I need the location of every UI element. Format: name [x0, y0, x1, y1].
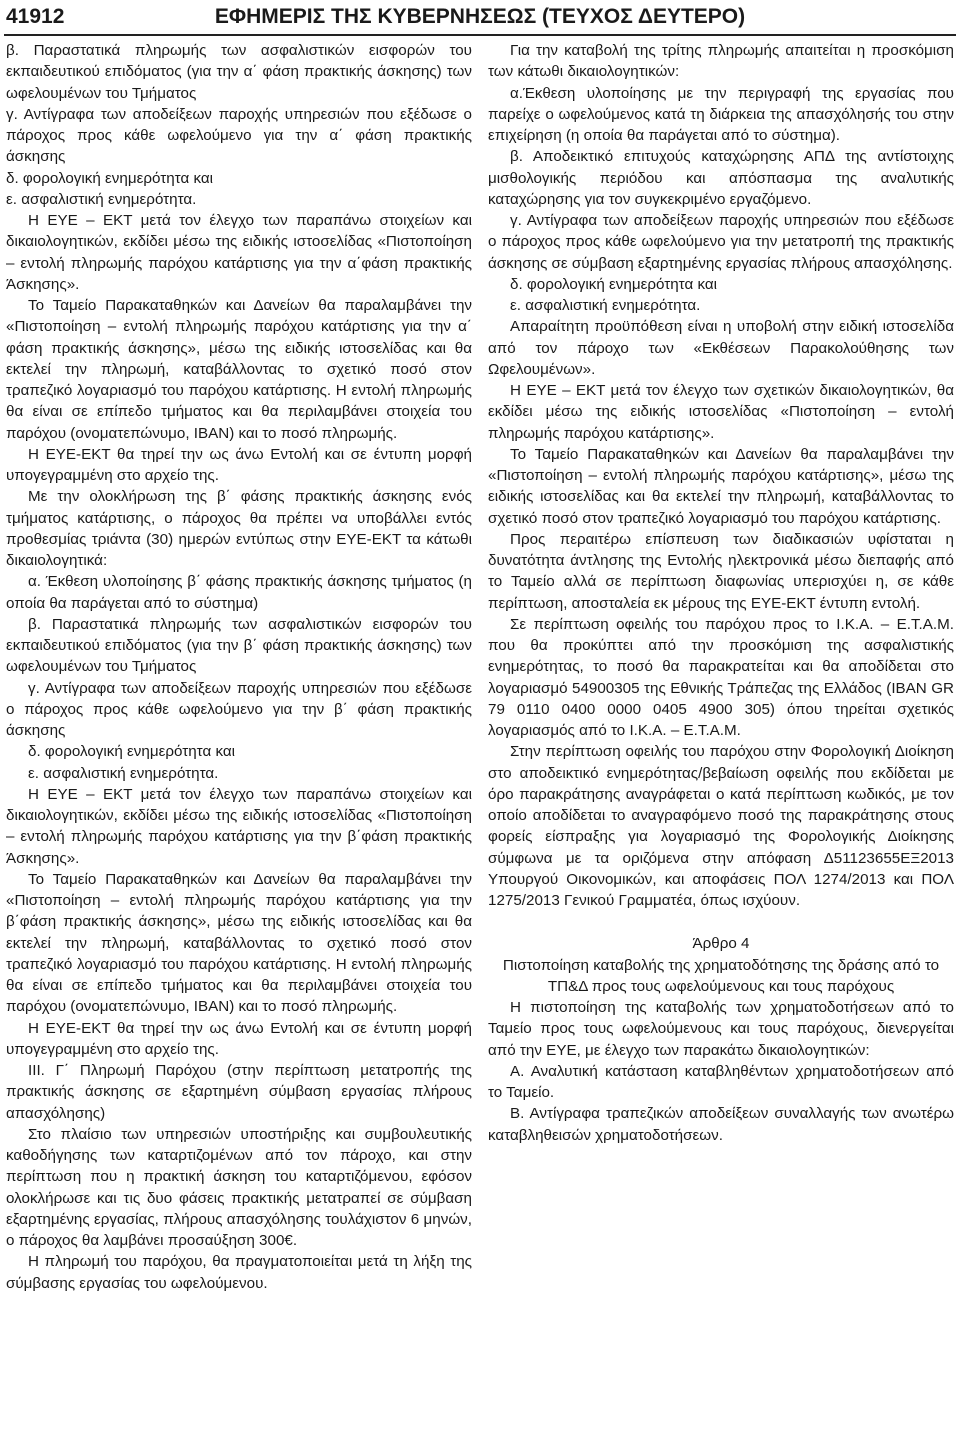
- paragraph: Το Ταμείο Παρακαταθηκών και Δανείων θα παραλαμβάνει την «Πιστοποίηση – εντολή πληρωμής παρόχου κατάρτισης για την α΄ φάση πρακτικής άσκησης», μέσω της ειδικής ιστοσελίδας και θα εκτελεί την πληρωμή, καταβάλλοντας το σχετικό ποσό στον τραπεζικό λογαριασμό του παρόχου κατάρτισης. Η εντολή πληρωμής θα είναι σε επίπεδο τμήματος και θα περιλαμβάνει στοιχεία του παρόχου (ονοματεπώνυμο, IBAN) και το ποσό πληρωμής.: [6, 297, 472, 442]
- paragraph: Η ΕΥΕ – ΕΚΤ μετά τον έλεγχο των παραπάνω στοιχείων και δικαιολογητικών, εκδίδει μέσω της ειδικής ιστοσελίδας «Πιστοποίηση – εντολή πληρωμής παρόχου κατάρτισης για την α΄φάση πρακτικής Άσκησης».: [6, 212, 472, 293]
- paragraph: Α. Αναλυτική κατάσταση καταβληθέντων χρηματοδοτήσεων από το Ταμείο.: [488, 1062, 954, 1101]
- paragraph: β. Αποδεικτικό επιτυχούς καταχώρησης ΑΠΔ της αντίστοιχης μισθολογικής περιόδου και απόσπασμα της αναλυτικής καταχώρησης για τον συγκεκριμένο εργαζόμενο.: [488, 148, 954, 208]
- article-heading: Άρθρο 4: [692, 935, 750, 953]
- paragraph: γ. Αντίγραφα των αποδείξεων παροχής υπηρεσιών που εξέδωσε ο πάροχος προς κάθε ωφελούμενο για την μετατροπή της πρακτικής άσκησης σε σύμβαση εξαρτημένης εργασίας πλήρους απασχόλησης.: [488, 212, 954, 272]
- paragraph: Η ΕΥΕ – ΕΚΤ μετά τον έλεγχο των παραπάνω στοιχείων και δικαιολογητικών, εκδίδει μέσω της ειδικής ιστοσελίδας «Πιστοποίηση – εντολή πληρωμής παρόχου κατάρτισης για την β΄φάση πρακτικής Άσκησης».: [6, 785, 472, 867]
- spacer: [488, 911, 954, 933]
- paragraph: γ. Αντίγραφα των αποδείξεων παροχής υπηρεσιών που εξέδωσε ο πάροχος προς κάθε ωφελούμενο για την β΄ φάση πρακτικής άσκησης: [6, 679, 472, 739]
- gazette-title: ΕΦΗΜΕΡΙΣ ΤΗΣ ΚΥΒΕΡΝΗΣΕΩΣ (ΤΕΥΧΟΣ ΔΕΥΤΕΡΟ): [214, 5, 746, 28]
- page-number: 41912: [6, 5, 65, 28]
- paragraph: δ. φορολογική ενημερότητα και: [6, 169, 214, 187]
- paragraph: Η ΕΥΕ-ΕΚΤ θα τηρεί την ως άνω Εντολή και σε έντυπη μορφή υπογεγραμμένη στο αρχείο της.: [6, 445, 472, 484]
- paragraph: α. Έκθεση υλοποίησης β΄ φάσης πρακτικής άσκησης τμήματος (η οποία θα παράγεται από το σύστημα): [6, 573, 472, 612]
- paragraph: Β. Αντίγραφα τραπεζικών αποδείξεων συναλλαγής των ανωτέρω καταβληθεισών χρηματοδοτήσεων.: [488, 1105, 954, 1144]
- paragraph: ΙΙΙ. Γ΄ Πληρωμή Παρόχου (στην περίπτωση μετατροπής της πρακτικής άσκησης σε εξαρτημένη σύμβαση εργασίας πλήρους απασχόλησης): [6, 1062, 472, 1122]
- paragraph: δ. φορολογική ενημερότητα και: [28, 743, 236, 761]
- paragraph: Απαραίτητη προϋπόθεση είναι η υποβολή στην ειδική ιστοσελίδα από τον πάροχο των «Εκθέσεων Παρακολούθησης των Ωφελουμένων».: [488, 318, 954, 378]
- paragraph: Το Ταμείο Παρακαταθηκών και Δανείων θα παραλαμβάνει την «Πιστοποίηση – εντολή πληρωμής παρόχου κατάρτισης για την β΄φάση πρακτικής άσκησης», μέσω της ειδικής ιστοσελίδας και θα εκτελεί την πληρωμή, καταβάλλοντας το σχετικό ποσό στον τραπεζικό λογαριασμό του παρόχου κατάρτισης. Η εντολή πληρωμής θα είναι σε επίπεδο τμήματος και θα περιλαμβάνει στοιχεία του παρόχου (ονοματεπώνυμο, IBAN) και το ποσό πληρωμής.: [6, 870, 472, 1016]
- paragraph: Το Ταμείο Παρακαταθηκών και Δανείων θα παραλαμβάνει την «Πιστοποίηση – εντολή πληρωμής παρόχου κατάρτισης», μέσω της ειδικής ιστοσελίδας και θα εκτελεί την πληρωμή, καταβάλλοντας το σχετικό ποσό στον τραπεζικό λογαριασμό του παρόχου κατάρτισης.: [488, 445, 954, 527]
- left-column: [6, 40, 472, 1428]
- paragraph: β. Παραστατικά πληρωμής των ασφαλιστικών εισφορών του εκπαιδευτικού επιδόματος (για την α΄ φάση πρακτικής άσκησης) των ωφελουμένων του Τμήματος: [6, 42, 472, 102]
- paragraph: Με την ολοκλήρωση της β΄ φάσης πρακτικής άσκησης ενός τμήματος κατάρτισης, ο πάροχος θα πρέπει να υποβάλλει εντός προθεσμίας τριάντα (30) ημερών εντύπως στην ΕΥΕ-ΕΚΤ τα κάτωθι δικαιολογητικά:: [6, 488, 472, 569]
- paragraph: δ. φορολογική ενημερότητα και: [510, 275, 718, 293]
- article-title: Πιστοποίηση καταβολής της χρηματοδότησης της δράσης από το ΤΠ&Δ προς τους ωφελούμενους και τους παρόχους: [502, 956, 940, 995]
- page-header: [6, 0, 954, 34]
- header-rule: [4, 34, 956, 36]
- paragraph: γ. Αντίγραφα των αποδείξεων παροχής υπηρεσιών που εξέδωσε ο πάροχος προς κάθε ωφελούμενο για την α΄ φάση πρακτικής άσκησης: [6, 105, 472, 166]
- paragraph: Η πληρωμή του παρόχου, θα πραγματοποιείται μετά τη λήξη της σύμβασης εργασίας του ωφελούμενου.: [6, 1253, 472, 1292]
- paragraph: Η πιστοποίηση της καταβολής των χρηματοδοτήσεων από το Ταμείο προς τους ωφελούμενους και τους παρόχους, διενεργείται από την ΕΥΕ, με έλεγχο των παρακάτω δικαιολογητικών:: [488, 999, 954, 1059]
- paragraph: Για την καταβολή της τρίτης πληρωμής απαιτείται η προσκόμιση των κάτωθι δικαιολογητικών:: [488, 42, 954, 81]
- paragraph: α.Έκθεση υλοποίησης με την περιγραφή της εργασίας που παρείχε ο ωφελούμενος κατά τη διάρκεια της απασχόλησής του στην επιχείρηση (η οποία θα παράγεται από το σύστημα).: [488, 84, 954, 144]
- paragraph: Προς περαιτέρω επίσπευση των διαδικασιών υφίσταται η δυνατότητα άντλησης της Εντολής ηλεκτρονικά μέσω διεπαφής από το Ταμείο αλλά σε περίπτωση διαφωνίας υπερισχύει η, σε κάθε περίπτωση, αποσταλεία εκ μέρους της ΕΥΕ-ΕΚΤ έντυπη εντολή.: [488, 530, 954, 612]
- paragraph: Στην περίπτωση οφειλής του παρόχου στην Φορολογική Διοίκηση στο αποδεικτικό ενημερότητας/βεβαίωση οφειλής που εκδίδεται με όρο παρακράτησης αναγράφεται ο κατά περίπτωση κωδικός, με τον οποίο αποδίδεται το αναγραφόμενο ποσό της παρακράτησης στους φορείς είσπραξης για λογαριασμό της Φορολογικής Διοίκησης σύμφωνα με τα οριζόμενα στην απόφαση Δ51123655ΕΞ2013 Υπουργού Οικονομικών, και αποφάσεις ΠΟΛ 1274/2013 και ΠΟΛ 1275/2013 Γενικού Γραμματέα, όπως ισχύουν.: [488, 743, 954, 909]
- paragraph: Η ΕΥΕ-ΕΚΤ θα τηρεί την ως άνω Εντολή και σε έντυπη μορφή υπογεγραμμένη στο αρχείο της.: [6, 1019, 472, 1058]
- paragraph: Σε περίπτωση οφειλής του παρόχου προς το Ι.Κ.Α. – Ε.Τ.Α.Μ. που θα προκύπτει από την προσκόμιση της ασφαλιστικής ενημερότητας, το ποσό θα παρακρατείται και θα αποδίδεται στο λογαριασμό 54900305 της Εθνικής Τράπεζας της Ελλάδος (IBAN GR 79 0110 0400 0000 0405 4900 305) όπου τηρείται σχετικός λογαριασμός από το Ι.Κ.Α. – Ε.Τ.Α.Μ.: [488, 615, 954, 739]
- paragraph: ε. ασφαλιστική ενημερότητα.: [510, 297, 701, 314]
- paragraph: ε. ασφαλιστική ενημερότητα.: [6, 190, 197, 208]
- paragraph: Η ΕΥΕ – ΕΚΤ μετά τον έλεγχο των σχετικών δικαιολογητικών, θα εκδίδει μέσω της ειδικής ιστοσελίδας «Πιστοποίηση – εντολή πληρωμής παρόχου κατάρτισης».: [488, 382, 954, 442]
- paragraph: ε. ασφαλιστική ενημερότητα.: [28, 764, 219, 782]
- paragraph: Στο πλαίσιο των υπηρεσιών υποστήριξης και συμβουλευτικής καθοδήγησης των καταρτιζομένων από τον πάροχο, και στην περίπτωση που η πρακτική άσκηση του καταρτιζόμενου, εφόσον ολοκλήρωσε και τις δυο φάσεις πρακτικής μετατραπεί σε σύμβαση εξαρτημένης εργασίας, πλήρους απασχόλησης τουλάχιστον 6 μηνών, ο πάροχος θα λαμβάνει προσαύξηση 300€.: [6, 1125, 472, 1249]
- right-column: [488, 40, 954, 1428]
- paragraph: β. Παραστατικά πληρωμής των ασφαλιστικών εισφορών του εκπαιδευτικού επιδόματος (για την β΄ φάση πρακτικής άσκησης) των ωφελουμένων του Τμήματος: [6, 615, 472, 676]
